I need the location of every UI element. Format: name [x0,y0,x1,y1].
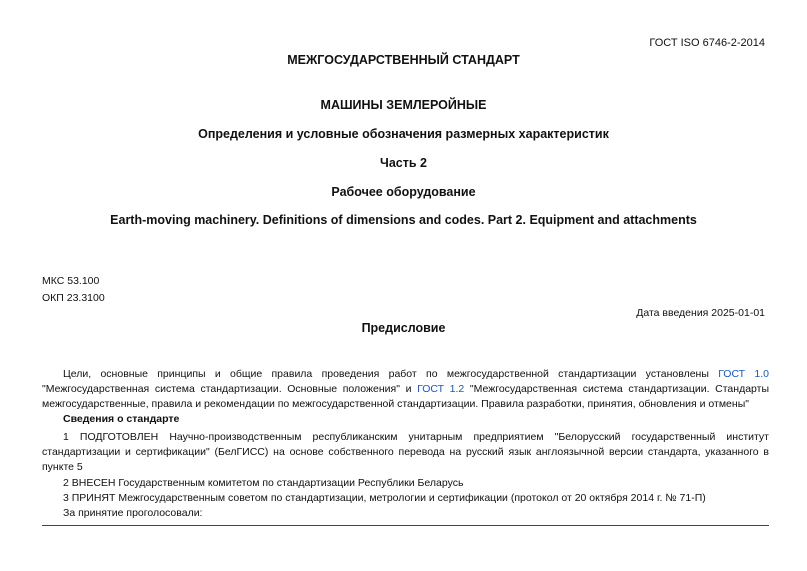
interstate-standard-heading: МЕЖГОСУДАРСТВЕННЫЙ СТАНДАРТ [287,53,520,67]
definitions-title: Определения и условные обозначения размерных характеристик [198,127,609,141]
p1-text-a: Цели, основные принципы и общие правила проведения работ по межгосударственной стандартизации установлены [63,368,719,380]
machine-title: МАШИНЫ ЗЕМЛЕРОЙНЫЕ [320,98,487,112]
item-submitted: 2 ВНЕСЕН Государственным комитетом по стандартизации Республики Беларусь [63,477,464,489]
preface-paragraph [42,367,769,412]
mks-code: МКС 53.100 [42,275,100,287]
divider [42,525,769,526]
okp-code: ОКП 23.3100 [42,292,105,304]
voted-for-label: За принятие проголосовали: [63,507,203,519]
effective-date: Дата введения 2025-01-01 [636,307,765,319]
item-prepared: 1 ПОДГОТОВЛЕН Научно-производственным республиканским унитарным предприятием "Белорусский государственный институт стандартизации и сертификации" (БелГИСС) на основе собственного перевода на русский язык англоязычной версии стандарта, указанного в пункте 5 [42,431,769,473]
equipment-title: Рабочее оборудование [331,185,476,199]
document-code: ГОСТ ISO 6746-2-2014 [649,37,765,49]
item-adopted: 3 ПРИНЯТ Межгосударственным советом по стандартизации, метрологии и сертификации (протокол от 20 октября 2014 г. № 71-П) [63,492,706,504]
preface-heading: Предисловие [361,321,446,335]
p1-text-c: "Межгосударственная система стандартизации. Стандарты межгосударственные, правила и рекомендации по межгосударственной стандартизации. Правила разработки, принятия, обновления и отмены" [42,383,769,410]
part-title: Часть 2 [380,156,427,170]
english-title: Earth-moving machinery. Definitions of dimensions and codes. Part 2. Equipment and attachments [110,213,697,227]
p1-text-b: "Межгосударственная система стандартизации. Основные положения" и [42,383,418,395]
gost-1-2-link[interactable]: ГОСТ 1.2 [417,383,465,395]
gost-1-0-link[interactable]: ГОСТ 1.0 [718,368,769,380]
standard-info-heading: Сведения о стандарте [63,413,180,425]
